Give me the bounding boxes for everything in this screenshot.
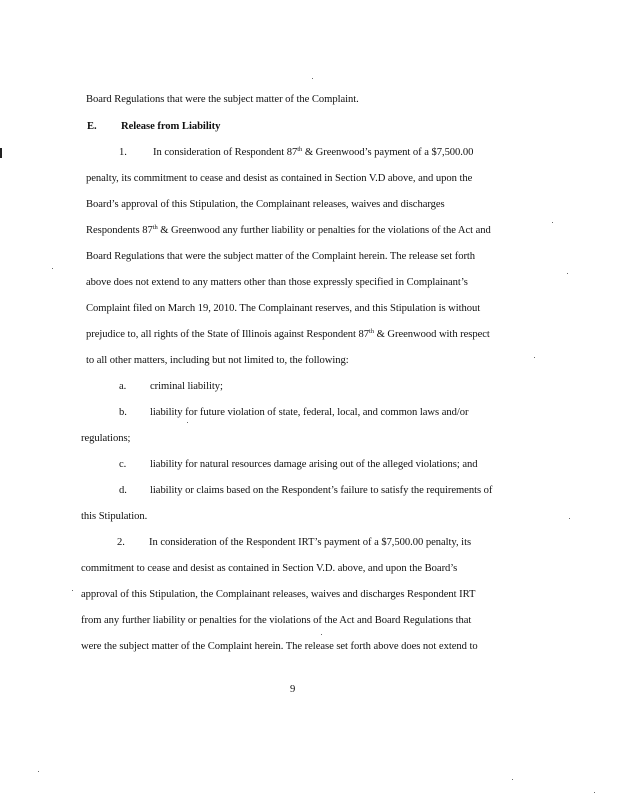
scan-edge-mark bbox=[0, 148, 2, 158]
list-item: criminal liability; bbox=[150, 381, 223, 392]
text-line: from any further liability or penalties for the violations of the Act and Board Regulations that bbox=[81, 615, 472, 626]
list-marker: a. bbox=[119, 381, 127, 392]
list-item: liability for future violation of state, federal, local, and common laws and/or bbox=[150, 407, 469, 418]
text-line: approval of this Stipulation, the Complainant releases, waives and discharges Respondent IRT bbox=[81, 589, 476, 600]
list-marker: c. bbox=[119, 459, 127, 470]
text-line: Board Regulations that were the subject matter of the Complaint herein. The release set forth bbox=[86, 251, 476, 262]
list-marker: d. bbox=[119, 485, 127, 496]
section-letter: E. bbox=[87, 121, 97, 132]
scan-speck bbox=[38, 771, 39, 772]
scan-speck bbox=[321, 634, 322, 635]
section-heading: Release from Liability bbox=[121, 121, 221, 132]
scan-speck bbox=[534, 357, 535, 358]
scan-speck bbox=[569, 518, 570, 519]
text-line: In consideration of the Respondent IRT’s payment of a $7,500.00 penalty, its bbox=[149, 537, 472, 548]
scan-speck bbox=[52, 268, 53, 269]
scan-speck bbox=[567, 273, 568, 274]
scan-speck bbox=[72, 590, 73, 591]
page-number: 9 bbox=[290, 684, 296, 695]
text-line: to all other matters, including but not limited to, the following: bbox=[86, 355, 349, 366]
list-item: liability for natural resources damage arising out of the alleged violations; and bbox=[150, 459, 478, 470]
scan-speck bbox=[594, 792, 595, 793]
scan-speck bbox=[512, 779, 513, 780]
text-line: above does not extend to any matters other than those expressly specified in Complainant’s bbox=[86, 277, 468, 288]
text-line: In consideration of Respondent 87th & Greenwood’s payment of a $7,500.00 bbox=[153, 146, 474, 158]
text-line: this Stipulation. bbox=[81, 511, 148, 522]
paragraph-number: 1. bbox=[119, 147, 127, 158]
text-line: penalty, its commitment to cease and desist as contained in Section V.D above, and upon the bbox=[86, 173, 473, 184]
text-line: Board’s approval of this Stipulation, the Complainant releases, waives and discharges bbox=[86, 199, 445, 210]
text-line: regulations; bbox=[81, 433, 131, 444]
text-line: Board Regulations that were the subject matter of the Complaint. bbox=[86, 94, 359, 105]
scan-speck bbox=[552, 222, 553, 223]
scan-speck bbox=[187, 422, 188, 423]
scan-speck bbox=[312, 78, 313, 79]
text-line: Respondents 87th & Greenwood any further liability or penalties for the violations of the Act and bbox=[86, 224, 491, 236]
text-line: prejudice to, all rights of the State of Illinois against Respondent 87th & Greenwood with respect bbox=[86, 328, 490, 340]
text-line: Complaint filed on March 19, 2010. The Complainant reserves, and this Stipulation is without bbox=[86, 303, 481, 314]
list-item: liability or claims based on the Respondent’s failure to satisfy the requirements of bbox=[150, 485, 493, 496]
list-marker: b. bbox=[119, 407, 127, 418]
text-line: commitment to cease and desist as contained in Section V.D. above, and upon the Board’s bbox=[81, 563, 458, 574]
text-line: were the subject matter of the Complaint herein. The release set forth above does not extend to bbox=[81, 641, 478, 652]
paragraph-number: 2. bbox=[117, 537, 125, 548]
